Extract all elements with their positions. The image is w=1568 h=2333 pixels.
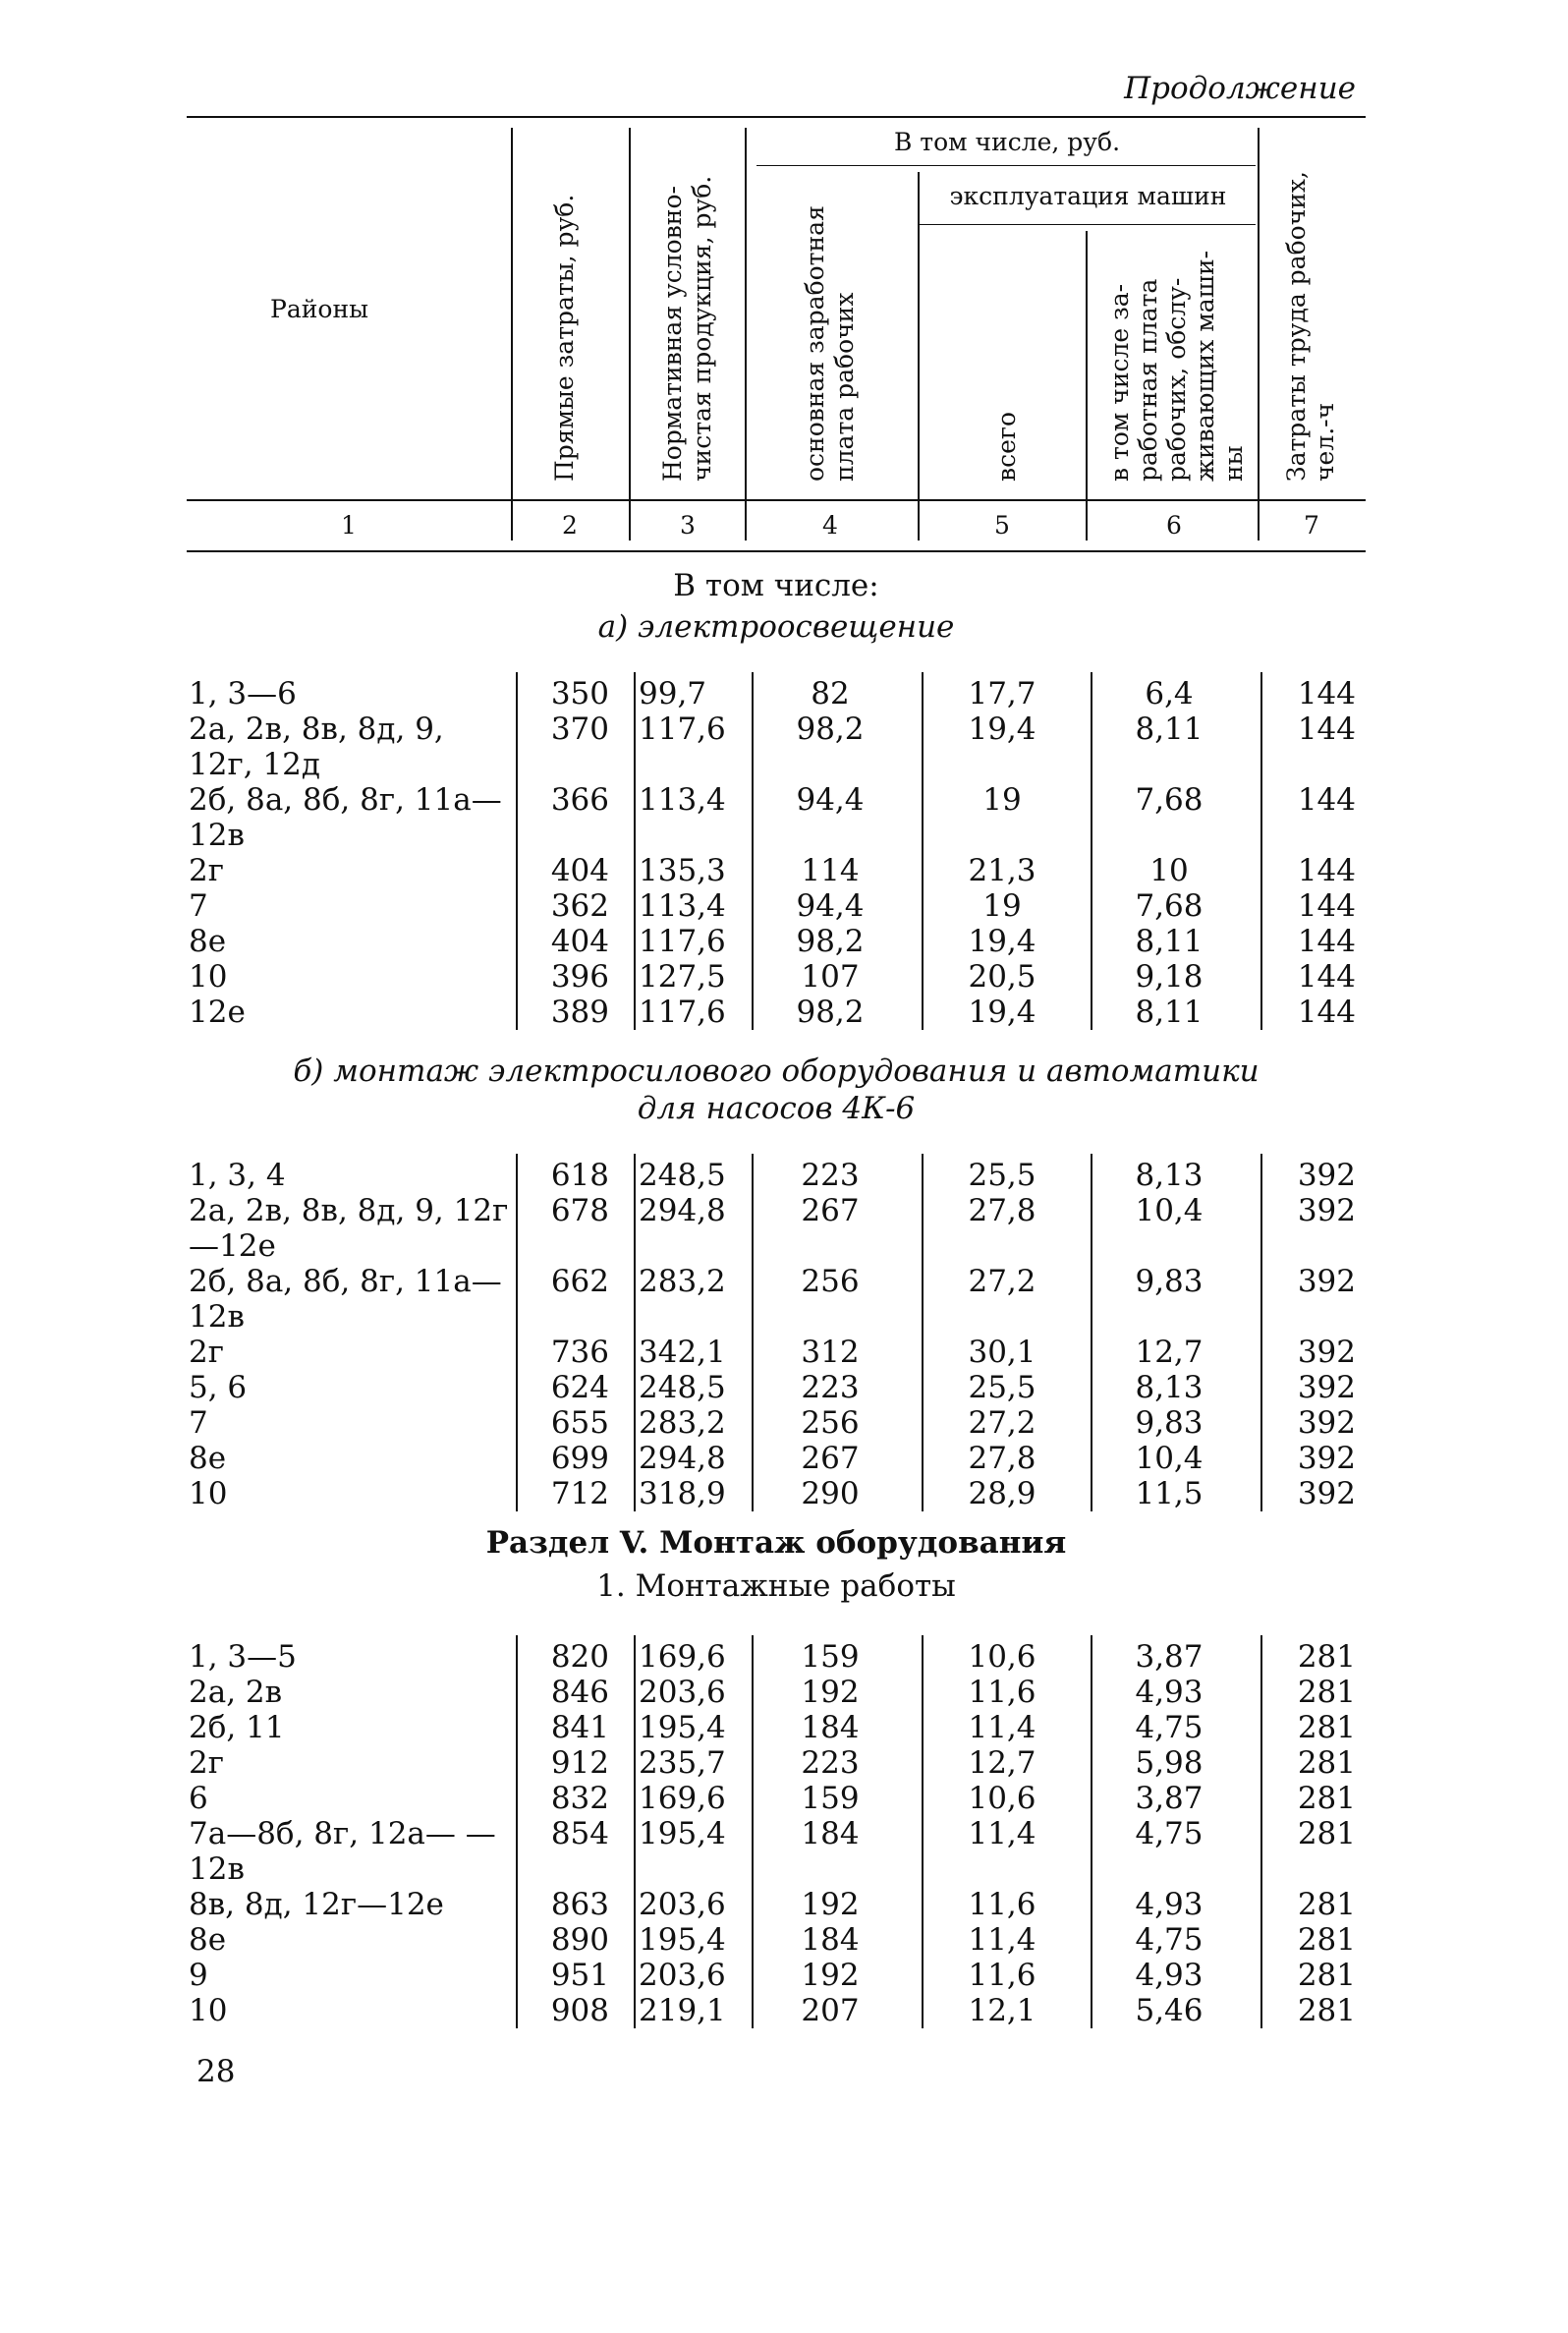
value-cell-col4: 290 bbox=[801, 1476, 860, 1511]
page-number: 28 bbox=[196, 2054, 236, 2089]
header-divider-2 bbox=[629, 128, 631, 541]
header-divider-3 bbox=[745, 128, 747, 541]
value-cell-col7: 392 bbox=[1297, 1370, 1356, 1405]
value-cell-col7: 392 bbox=[1297, 1335, 1356, 1370]
value-cell-col2: 404 bbox=[550, 924, 609, 959]
table-row bbox=[0, 1264, 1568, 1335]
value-cell-col5: 27,2 bbox=[968, 1405, 1036, 1441]
value-cell-col3: 203,6 bbox=[639, 1958, 726, 1993]
value-cell-col4: 98,2 bbox=[796, 995, 865, 1030]
value-cell-col7: 392 bbox=[1297, 1476, 1356, 1511]
district-cell: 2а, 2в, 8в, 8д, 9, 12г, 12д bbox=[189, 711, 444, 782]
district-cell: 2а, 2в, 8в, 8д, 9, 12г—12е bbox=[189, 1193, 509, 1264]
value-cell-col3: 342,1 bbox=[639, 1335, 726, 1370]
value-cell-col5: 19,4 bbox=[968, 995, 1036, 1030]
value-cell-col5: 12,1 bbox=[968, 1993, 1036, 2028]
header-machine-wages-3: рабочих, обслу- bbox=[1162, 277, 1191, 482]
district-cell: 1, 3—5 bbox=[189, 1639, 297, 1675]
value-cell-col5: 19,4 bbox=[968, 924, 1036, 959]
header-machine-wages-4: живающих маши- bbox=[1191, 250, 1219, 482]
value-cell-col2: 366 bbox=[550, 782, 609, 818]
header-direct-costs: Прямые затраты, руб. bbox=[550, 194, 579, 482]
value-cell-col5: 27,8 bbox=[968, 1193, 1036, 1228]
value-cell-col3: 117,6 bbox=[639, 924, 726, 959]
value-cell-col5: 11,4 bbox=[968, 1922, 1036, 1958]
value-cell-col6: 4,75 bbox=[1135, 1922, 1204, 1958]
value-cell-col3: 248,5 bbox=[639, 1158, 726, 1193]
district-cell: 10 bbox=[189, 1476, 228, 1511]
column-number-7: 7 bbox=[1304, 511, 1319, 540]
value-cell-col7: 392 bbox=[1297, 1193, 1356, 1228]
district-cell: 2б, 11 bbox=[189, 1710, 285, 1745]
table-row bbox=[0, 888, 1568, 924]
value-cell-col3: 135,3 bbox=[639, 853, 726, 888]
value-cell-col7: 144 bbox=[1297, 995, 1356, 1030]
value-cell-col4: 184 bbox=[801, 1816, 860, 1851]
table-row bbox=[0, 1922, 1568, 1958]
value-cell-col3: 195,4 bbox=[639, 1710, 726, 1745]
value-cell-col6: 5,46 bbox=[1135, 1993, 1204, 2028]
value-cell-col6: 9,83 bbox=[1135, 1264, 1204, 1299]
value-cell-col6: 3,87 bbox=[1135, 1781, 1204, 1816]
table-row bbox=[0, 1639, 1568, 1675]
district-cell: 1, 3—6 bbox=[189, 676, 297, 711]
value-cell-col6: 7,68 bbox=[1135, 782, 1204, 818]
table-row bbox=[0, 1675, 1568, 1710]
district-cell: 7 bbox=[189, 888, 208, 924]
column-divider-5 bbox=[922, 1635, 924, 2028]
section-a-title: а) электроосвещение bbox=[597, 609, 955, 645]
value-cell-col3: 195,4 bbox=[639, 1816, 726, 1851]
value-cell-col4: 192 bbox=[801, 1958, 860, 1993]
value-cell-col7: 281 bbox=[1297, 1675, 1356, 1710]
value-cell-col3: 117,6 bbox=[639, 995, 726, 1030]
value-cell-col5: 11,4 bbox=[968, 1816, 1036, 1851]
value-cell-col6: 11,5 bbox=[1135, 1476, 1204, 1511]
district-cell: 6 bbox=[189, 1781, 208, 1816]
value-cell-col6: 8,11 bbox=[1135, 995, 1204, 1030]
value-cell-col4: 223 bbox=[801, 1745, 860, 1781]
value-cell-col3: 203,6 bbox=[639, 1887, 726, 1922]
value-cell-col4: 256 bbox=[801, 1405, 860, 1441]
table-row bbox=[0, 1370, 1568, 1405]
value-cell-col5: 27,8 bbox=[968, 1441, 1036, 1476]
value-cell-col6: 4,75 bbox=[1135, 1816, 1204, 1851]
value-cell-col6: 8,11 bbox=[1135, 924, 1204, 959]
table-row bbox=[0, 711, 1568, 782]
district-cell: 8е bbox=[189, 1922, 227, 1958]
table-row bbox=[0, 1993, 1568, 2028]
column-number-4: 4 bbox=[822, 511, 838, 540]
value-cell-col6: 9,83 bbox=[1135, 1405, 1204, 1441]
value-cell-col4: 223 bbox=[801, 1370, 860, 1405]
value-cell-col3: 203,6 bbox=[639, 1675, 726, 1710]
value-cell-col3: 248,5 bbox=[639, 1370, 726, 1405]
table-row bbox=[0, 1710, 1568, 1745]
header-machine-wages-2: работная плата bbox=[1134, 278, 1162, 482]
table-row bbox=[0, 853, 1568, 888]
district-cell: 8в, 8д, 12г—12е bbox=[189, 1887, 444, 1922]
header-districts: Районы bbox=[270, 295, 368, 323]
value-cell-col7: 281 bbox=[1297, 1745, 1356, 1781]
group-rule bbox=[756, 165, 1256, 166]
header-divider-1 bbox=[511, 128, 513, 541]
value-cell-col7: 144 bbox=[1297, 676, 1356, 711]
column-number-2: 2 bbox=[562, 511, 578, 540]
value-cell-col7: 392 bbox=[1297, 1158, 1356, 1193]
table-row bbox=[0, 1158, 1568, 1193]
table-row bbox=[0, 1405, 1568, 1441]
value-cell-col5: 19 bbox=[982, 888, 1022, 924]
value-cell-col5: 20,5 bbox=[968, 959, 1036, 995]
header-divider-4 bbox=[918, 172, 920, 541]
value-cell-col5: 10,6 bbox=[968, 1781, 1036, 1816]
value-cell-col4: 94,4 bbox=[796, 782, 865, 818]
value-cell-col5: 27,2 bbox=[968, 1264, 1036, 1299]
value-cell-col6: 10,4 bbox=[1135, 1193, 1204, 1228]
table-row bbox=[0, 959, 1568, 995]
header-total: всего bbox=[992, 411, 1021, 482]
column-number-5: 5 bbox=[994, 511, 1010, 540]
table-row bbox=[0, 1781, 1568, 1816]
section-5-title: Раздел V. Монтаж оборудования bbox=[485, 1525, 1067, 1561]
value-cell-col4: 267 bbox=[801, 1441, 860, 1476]
value-cell-col3: 235,7 bbox=[639, 1745, 726, 1781]
value-cell-col3: 169,6 bbox=[639, 1781, 726, 1816]
value-cell-col2: 389 bbox=[550, 995, 609, 1030]
intro-heading: В том числе: bbox=[673, 568, 879, 603]
header-divider-6 bbox=[1258, 128, 1260, 541]
column-numbers-rule bbox=[187, 550, 1366, 552]
value-cell-col7: 281 bbox=[1297, 1781, 1356, 1816]
district-cell: 9 bbox=[189, 1958, 208, 1993]
header-group-including: В том числе, руб. bbox=[893, 128, 1121, 156]
table-row bbox=[0, 1816, 1568, 1887]
value-cell-col3: 283,2 bbox=[639, 1264, 726, 1299]
value-cell-col2: 655 bbox=[550, 1405, 609, 1441]
value-cell-col5: 28,9 bbox=[968, 1476, 1036, 1511]
value-cell-col6: 9,18 bbox=[1135, 959, 1204, 995]
value-cell-col7: 144 bbox=[1297, 782, 1356, 818]
column-divider-2 bbox=[516, 1154, 518, 1511]
value-cell-col3: 318,9 bbox=[639, 1476, 726, 1511]
value-cell-col3: 113,4 bbox=[639, 888, 726, 924]
value-cell-col4: 312 bbox=[801, 1335, 860, 1370]
value-cell-col7: 144 bbox=[1297, 888, 1356, 924]
value-cell-col7: 281 bbox=[1297, 1993, 1356, 2028]
value-cell-col7: 392 bbox=[1297, 1405, 1356, 1441]
section-b-title-line2: для насосов 4К-6 bbox=[637, 1091, 916, 1126]
column-divider-5 bbox=[922, 672, 924, 1030]
value-cell-col5: 10,6 bbox=[968, 1639, 1036, 1675]
value-cell-col6: 10 bbox=[1149, 853, 1189, 888]
value-cell-col7: 281 bbox=[1297, 1887, 1356, 1922]
value-cell-col4: 256 bbox=[801, 1264, 860, 1299]
value-cell-col3: 127,5 bbox=[639, 959, 726, 995]
value-cell-col5: 25,5 bbox=[968, 1370, 1036, 1405]
value-cell-col3: 219,1 bbox=[639, 1993, 726, 2028]
value-cell-col7: 144 bbox=[1297, 853, 1356, 888]
value-cell-col2: 863 bbox=[550, 1887, 609, 1922]
value-cell-col4: 107 bbox=[801, 959, 860, 995]
table-row bbox=[0, 995, 1568, 1030]
value-cell-col7: 144 bbox=[1297, 711, 1356, 747]
section-b-title-line1: б) монтаж электросилового оборудования и автоматики bbox=[293, 1053, 1260, 1089]
header-machine-wages-1: в том числе за- bbox=[1105, 283, 1134, 482]
value-cell-col2: 350 bbox=[550, 676, 609, 711]
column-number-6: 6 bbox=[1166, 511, 1182, 540]
value-cell-col7: 392 bbox=[1297, 1441, 1356, 1476]
value-cell-col6: 4,75 bbox=[1135, 1710, 1204, 1745]
value-cell-col3: 169,6 bbox=[639, 1639, 726, 1675]
table-row bbox=[0, 676, 1568, 711]
value-cell-col4: 98,2 bbox=[796, 924, 865, 959]
value-cell-col2: 662 bbox=[550, 1264, 609, 1299]
value-cell-col7: 281 bbox=[1297, 1710, 1356, 1745]
value-cell-col2: 854 bbox=[550, 1816, 609, 1851]
district-cell: 2б, 8а, 8б, 8г, 11а—12в bbox=[189, 782, 502, 853]
value-cell-col6: 6,4 bbox=[1145, 676, 1194, 711]
value-cell-col6: 7,68 bbox=[1135, 888, 1204, 924]
table-row bbox=[0, 1335, 1568, 1370]
value-cell-col5: 25,5 bbox=[968, 1158, 1036, 1193]
table-row bbox=[0, 1441, 1568, 1476]
value-cell-col5: 11,4 bbox=[968, 1710, 1036, 1745]
header-machine-wages-5: ны bbox=[1219, 445, 1248, 482]
value-cell-col7: 281 bbox=[1297, 1639, 1356, 1675]
column-number-1: 1 bbox=[341, 511, 357, 540]
value-cell-col2: 890 bbox=[550, 1922, 609, 1958]
header-wages-2: плата рабочих bbox=[830, 292, 859, 482]
value-cell-col4: 184 bbox=[801, 1922, 860, 1958]
value-cell-col2: 820 bbox=[550, 1639, 609, 1675]
column-divider-2 bbox=[516, 672, 518, 1030]
value-cell-col2: 618 bbox=[550, 1158, 609, 1193]
table-row bbox=[0, 1958, 1568, 1993]
value-cell-col3: 195,4 bbox=[639, 1922, 726, 1958]
column-divider-2 bbox=[516, 1635, 518, 2028]
district-cell: 2г bbox=[189, 853, 224, 888]
value-cell-col4: 192 bbox=[801, 1887, 860, 1922]
header-normative-output-1: Нормативная условно- bbox=[658, 186, 687, 482]
column-number-3: 3 bbox=[680, 511, 696, 540]
table-row bbox=[0, 782, 1568, 853]
value-cell-col7: 392 bbox=[1297, 1264, 1356, 1299]
value-cell-col4: 184 bbox=[801, 1710, 860, 1745]
value-cell-col2: 404 bbox=[550, 853, 609, 888]
value-cell-col2: 699 bbox=[550, 1441, 609, 1476]
value-cell-col6: 5,98 bbox=[1135, 1745, 1204, 1781]
column-divider-7 bbox=[1260, 1154, 1262, 1511]
district-cell: 10 bbox=[189, 959, 228, 995]
value-cell-col5: 12,7 bbox=[968, 1745, 1036, 1781]
value-cell-col2: 908 bbox=[550, 1993, 609, 2028]
district-cell: 12е bbox=[189, 995, 246, 1030]
column-divider-7 bbox=[1260, 1635, 1262, 2028]
value-cell-col2: 736 bbox=[550, 1335, 609, 1370]
value-cell-col3: 113,4 bbox=[639, 782, 726, 818]
value-cell-col4: 98,2 bbox=[796, 711, 865, 747]
column-divider-5 bbox=[922, 1154, 924, 1511]
value-cell-col5: 11,6 bbox=[968, 1675, 1036, 1710]
value-cell-col6: 8,11 bbox=[1135, 711, 1204, 747]
district-cell: 8е bbox=[189, 924, 227, 959]
value-cell-col3: 99,7 bbox=[639, 676, 707, 711]
value-cell-col7: 281 bbox=[1297, 1958, 1356, 1993]
column-divider-3 bbox=[634, 1154, 636, 1511]
column-divider-6 bbox=[1091, 1635, 1092, 2028]
value-cell-col5: 19,4 bbox=[968, 711, 1036, 747]
header-labor-1: Затраты труда рабочих, bbox=[1282, 171, 1311, 482]
header-top-rule bbox=[187, 116, 1366, 118]
district-cell: 2г bbox=[189, 1335, 224, 1370]
value-cell-col6: 4,93 bbox=[1135, 1958, 1204, 1993]
value-cell-col2: 846 bbox=[550, 1675, 609, 1710]
district-cell: 10 bbox=[189, 1993, 228, 2028]
value-cell-col6: 3,87 bbox=[1135, 1639, 1204, 1675]
subgroup-rule bbox=[919, 224, 1256, 225]
district-cell: 8е bbox=[189, 1441, 227, 1476]
table-row bbox=[0, 924, 1568, 959]
district-cell: 2б, 8а, 8б, 8г, 11а—12в bbox=[189, 1264, 502, 1335]
header-wages-1: основная заработная bbox=[801, 205, 829, 482]
value-cell-col5: 11,6 bbox=[968, 1887, 1036, 1922]
value-cell-col6: 10,4 bbox=[1135, 1441, 1204, 1476]
value-cell-col7: 144 bbox=[1297, 924, 1356, 959]
table-row bbox=[0, 1193, 1568, 1264]
value-cell-col2: 951 bbox=[550, 1958, 609, 1993]
header-divider-5 bbox=[1086, 231, 1088, 541]
value-cell-col5: 11,6 bbox=[968, 1958, 1036, 1993]
value-cell-col3: 283,2 bbox=[639, 1405, 726, 1441]
district-cell: 2г bbox=[189, 1745, 224, 1781]
value-cell-col7: 144 bbox=[1297, 959, 1356, 995]
value-cell-col3: 294,8 bbox=[639, 1193, 726, 1228]
column-divider-6 bbox=[1091, 672, 1092, 1030]
value-cell-col2: 624 bbox=[550, 1370, 609, 1405]
table-row bbox=[0, 1887, 1568, 1922]
column-divider-6 bbox=[1091, 1154, 1092, 1511]
value-cell-col4: 192 bbox=[801, 1675, 860, 1710]
header-normative-output-2: чистая продукция, руб. bbox=[688, 175, 716, 482]
value-cell-col2: 912 bbox=[550, 1745, 609, 1781]
value-cell-col2: 370 bbox=[550, 711, 609, 747]
value-cell-col5: 17,7 bbox=[968, 676, 1036, 711]
value-cell-col5: 21,3 bbox=[968, 853, 1036, 888]
header-labor-2: чел.-ч bbox=[1311, 402, 1339, 482]
column-divider-4 bbox=[752, 1154, 754, 1511]
value-cell-col2: 678 bbox=[550, 1193, 609, 1228]
value-cell-col5: 19 bbox=[982, 782, 1022, 818]
value-cell-col4: 159 bbox=[801, 1781, 860, 1816]
header-machine-operation: эксплуатация машин bbox=[949, 182, 1227, 210]
value-cell-col2: 396 bbox=[550, 959, 609, 995]
header-bottom-rule bbox=[187, 499, 1366, 501]
value-cell-col2: 832 bbox=[550, 1781, 609, 1816]
value-cell-col5: 30,1 bbox=[968, 1335, 1036, 1370]
value-cell-col6: 4,93 bbox=[1135, 1675, 1204, 1710]
value-cell-col4: 223 bbox=[801, 1158, 860, 1193]
value-cell-col7: 281 bbox=[1297, 1922, 1356, 1958]
continuation-label: Продолжение bbox=[1124, 71, 1356, 106]
column-divider-7 bbox=[1260, 672, 1262, 1030]
district-cell: 5, 6 bbox=[189, 1370, 248, 1405]
value-cell-col6: 4,93 bbox=[1135, 1887, 1204, 1922]
value-cell-col7: 281 bbox=[1297, 1816, 1356, 1851]
value-cell-col4: 207 bbox=[801, 1993, 860, 2028]
value-cell-col2: 712 bbox=[550, 1476, 609, 1511]
value-cell-col2: 362 bbox=[550, 888, 609, 924]
table-row bbox=[0, 1745, 1568, 1781]
value-cell-col4: 114 bbox=[801, 853, 860, 888]
table-row bbox=[0, 1476, 1568, 1511]
value-cell-col6: 12,7 bbox=[1135, 1335, 1204, 1370]
district-cell: 1, 3, 4 bbox=[189, 1158, 286, 1193]
value-cell-col2: 841 bbox=[550, 1710, 609, 1745]
column-divider-4 bbox=[752, 1635, 754, 2028]
value-cell-col4: 94,4 bbox=[796, 888, 865, 924]
column-divider-4 bbox=[752, 672, 754, 1030]
value-cell-col4: 159 bbox=[801, 1639, 860, 1675]
value-cell-col3: 117,6 bbox=[639, 711, 726, 747]
column-divider-3 bbox=[634, 1635, 636, 2028]
value-cell-col3: 294,8 bbox=[639, 1441, 726, 1476]
value-cell-col6: 8,13 bbox=[1135, 1370, 1204, 1405]
value-cell-col4: 82 bbox=[811, 676, 850, 711]
value-cell-col4: 267 bbox=[801, 1193, 860, 1228]
value-cell-col6: 8,13 bbox=[1135, 1158, 1204, 1193]
section-5-subtitle: 1. Монтажные работы bbox=[596, 1568, 956, 1604]
district-cell: 2а, 2в bbox=[189, 1675, 283, 1710]
column-divider-3 bbox=[634, 672, 636, 1030]
district-cell: 7а—8б, 8г, 12а— —12в bbox=[189, 1816, 496, 1887]
district-cell: 7 bbox=[189, 1405, 208, 1441]
